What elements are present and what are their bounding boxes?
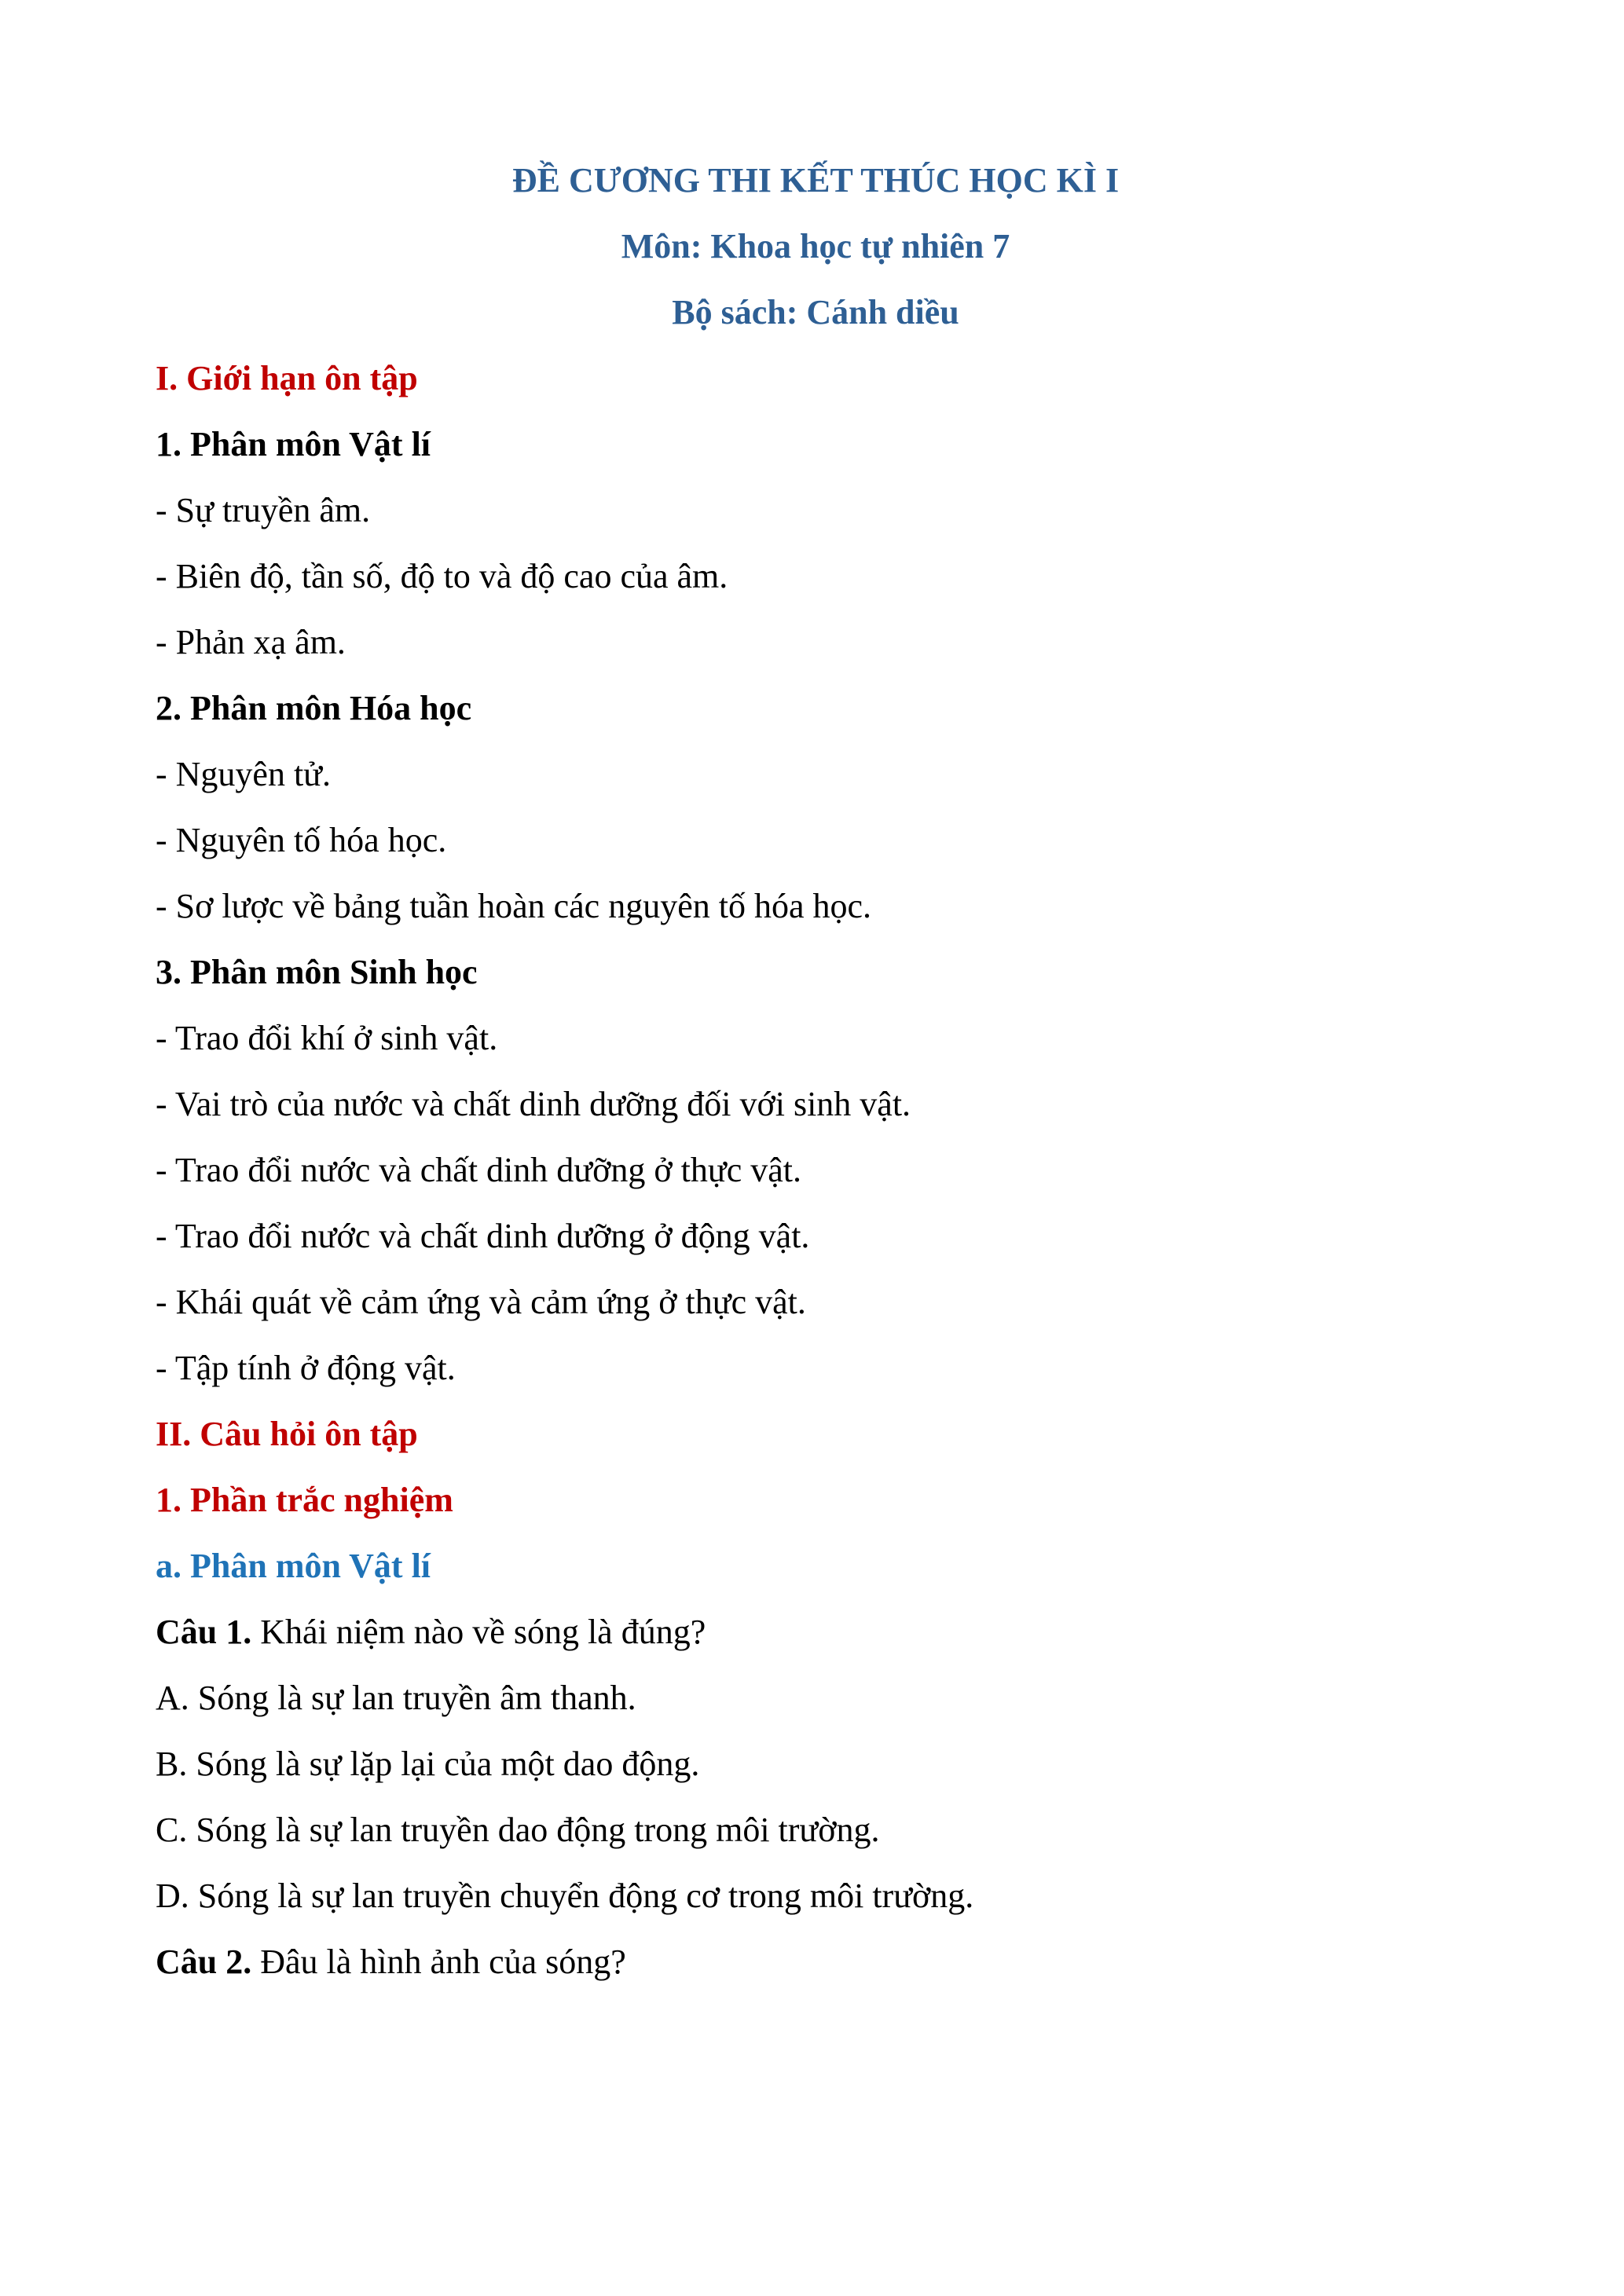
- subsection-heading-multiple-choice: 1. Phần trắc nghiệm: [156, 1481, 453, 1519]
- answer-option-b: B. Sóng là sự lặp lại của một dao động.: [156, 1745, 700, 1783]
- list-item: - Trao đổi nước và chất dinh dưỡng ở thực vật.: [156, 1151, 802, 1189]
- answer-option-a: A. Sóng là sự lan truyền âm thanh.: [156, 1679, 636, 1717]
- list-item: - Phản xạ âm.: [156, 623, 346, 661]
- list-item: - Sự truyền âm.: [156, 491, 371, 529]
- document-content: [156, 148, 1476, 1995]
- document-title: ĐỀ CƯƠNG THI KẾT THÚC HỌC KÌ I: [511, 161, 1120, 200]
- subject-line: Môn: Khoa học tự nhiên 7: [621, 227, 1010, 265]
- question-2-text: Đâu là hình ảnh của sóng?: [251, 1943, 626, 1981]
- question-1: [156, 1599, 1476, 1665]
- list-item: - Sơ lược về bảng tuần hoàn các nguyên tố hóa học.: [156, 887, 872, 925]
- section-heading-review-questions: II. Câu hỏi ôn tập: [156, 1415, 418, 1453]
- list-item: - Vai trò của nước và chất dinh dưỡng đối với sinh vật.: [156, 1085, 911, 1123]
- question-2: [156, 1929, 1476, 1995]
- question-2-label: Câu 2.: [156, 1943, 252, 1981]
- list-item: - Biên độ, tần số, độ to và độ cao của âm.: [156, 557, 728, 595]
- subsection-heading-physics: 1. Phân môn Vật lí: [156, 425, 431, 463]
- subsection-heading-biology: 3. Phân môn Sinh học: [156, 953, 478, 991]
- list-item: - Nguyên tố hóa học.: [156, 821, 447, 859]
- answer-option-d: D. Sóng là sự lan truyền chuyển động cơ trong môi trường.: [156, 1877, 974, 1915]
- list-item: - Trao đổi khí ở sinh vật.: [156, 1019, 498, 1057]
- question-1-label: Câu 1.: [156, 1613, 252, 1651]
- subsection-heading-physics-questions: a. Phân môn Vật lí: [156, 1547, 431, 1585]
- question-1-text: Khái niệm nào về sóng là đúng?: [251, 1613, 706, 1651]
- list-item: - Tập tính ở động vật.: [156, 1349, 456, 1387]
- list-item: - Nguyên tử.: [156, 755, 332, 793]
- answer-option-c: C. Sóng là sự lan truyền dao động trong môi trường.: [156, 1811, 880, 1849]
- list-item: - Trao đổi nước và chất dinh dưỡng ở động vật.: [156, 1217, 810, 1255]
- book-line: Bộ sách: Cánh diều: [672, 293, 959, 331]
- section-heading-review-scope: I. Giới hạn ôn tập: [156, 359, 418, 397]
- subsection-heading-chemistry: 2. Phân môn Hóa học: [156, 689, 472, 727]
- list-item: - Khái quát về cảm ứng và cảm ứng ở thực vật.: [156, 1283, 806, 1321]
